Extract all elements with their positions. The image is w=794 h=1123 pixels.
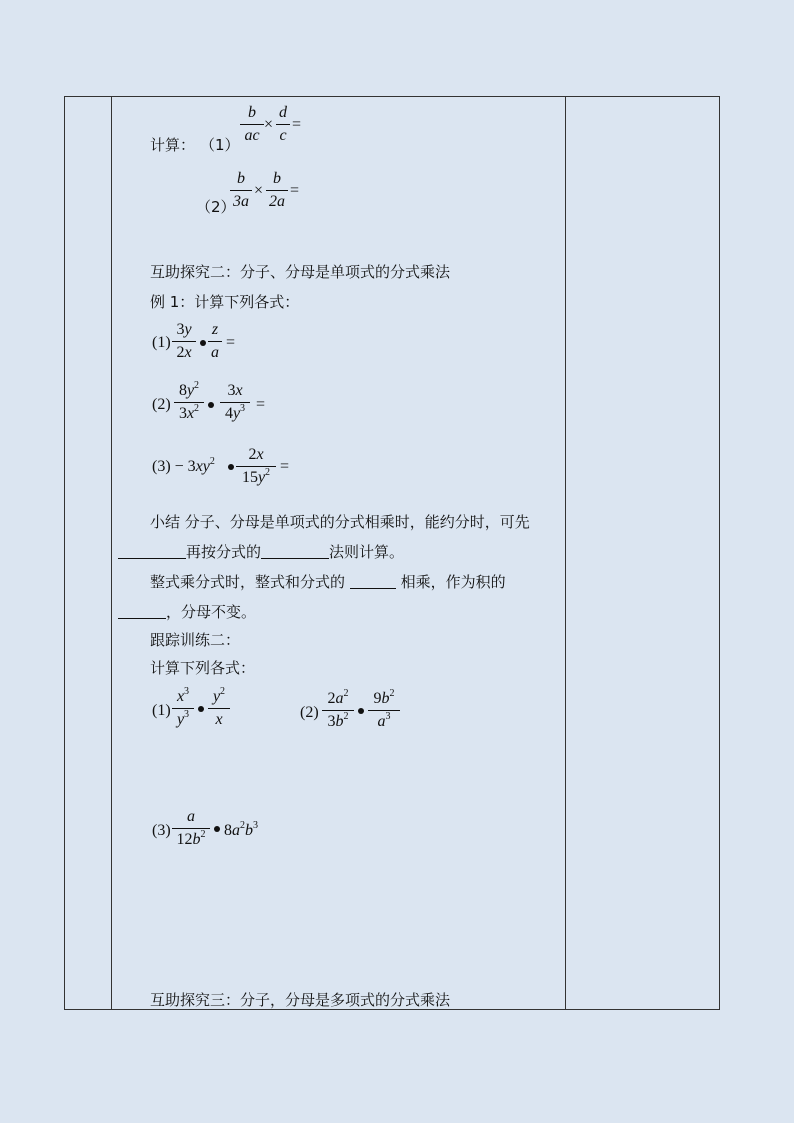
table-border-top: [64, 96, 720, 97]
fill-blank-4[interactable]: [118, 604, 166, 619]
calc-label: 计算：: [150, 136, 196, 154]
equals-sign: =: [226, 334, 236, 351]
table-border-left: [64, 96, 65, 1010]
calc-item-2-label: （2）: [196, 198, 236, 216]
section2-title: 互助探究二：分子、分母是单项式的分式乘法: [150, 263, 451, 281]
equals-sign: =: [280, 458, 290, 475]
equals-sign: =: [290, 182, 300, 199]
calc1-frac-a: b ac: [240, 104, 264, 145]
practice3-frac: a $12b^2$: [172, 808, 210, 849]
calc-item-1-label: （1）: [200, 136, 240, 154]
multiply-dot: [208, 402, 214, 408]
times-symbol: ×: [264, 116, 274, 133]
table-divider-1: [111, 96, 112, 1010]
practice-prompt: 计算下列各式：: [150, 659, 256, 677]
fill-blank-3[interactable]: [350, 574, 396, 589]
practice-1-label: (1): [152, 702, 171, 719]
summary-line-3: 整式乘分式时，整式和分式的 相乘，作为积的: [150, 573, 506, 591]
multiply-dot: [228, 464, 234, 470]
equals-sign: =: [256, 396, 266, 413]
calc2-frac-a: b 3a: [230, 170, 252, 211]
summary-line-2: 再按分式的 法则计算。: [118, 542, 404, 562]
table-border-right: [719, 96, 720, 1010]
fill-blank-1[interactable]: [118, 544, 186, 559]
example-1-prompt: 例 1：计算下列各式：: [150, 293, 300, 311]
practice-3-label: (3): [152, 822, 171, 839]
example-1-label: (1): [152, 334, 171, 351]
ex1-frac-b: z a: [208, 321, 222, 362]
summary-line-1: 小结 分子、分母是单项式的分式相乘时，能约分时，可先: [150, 513, 530, 531]
summary-line-4: ，分母不变。: [118, 602, 256, 622]
practice-title: 跟踪训练二：: [150, 631, 241, 649]
practice1-frac-a: $x^3$ $y^3$: [172, 688, 194, 729]
practice2-frac-b: $9b^2$ $a^3$: [368, 690, 400, 731]
multiply-dot: [358, 708, 364, 714]
example-3-label: $(3) - 3xy^2$: [152, 456, 215, 475]
calc1-frac-b: d c: [276, 104, 290, 145]
multiply-dot: [214, 826, 220, 832]
ex2-frac-a: $8y^2$ $3x^2$: [174, 382, 204, 423]
section3-title: 互助探究三：分子，分母是多项式的分式乘法: [150, 991, 451, 1009]
example-2-label: (2): [152, 396, 171, 413]
practice3-term: $8a^2b^3$: [224, 820, 258, 839]
practice2-frac-a: $2a^2$ $3b^2$: [322, 690, 354, 731]
practice-2-label: (2): [300, 704, 319, 721]
equals-sign: =: [292, 116, 302, 133]
calc2-frac-b: b 2a: [266, 170, 288, 211]
practice1-frac-b: $y^2$ x: [208, 688, 230, 729]
times-symbol: ×: [254, 182, 264, 199]
multiply-dot: [198, 706, 204, 712]
ex3-frac: 2x $15y^2$: [236, 446, 276, 487]
table-divider-2: [565, 96, 566, 1010]
fill-blank-2[interactable]: [261, 544, 329, 559]
ex2-frac-b: 3x $4y^3$: [220, 382, 250, 423]
multiply-dot: [200, 340, 206, 346]
ex1-frac-a: 3y 2x: [172, 321, 196, 362]
